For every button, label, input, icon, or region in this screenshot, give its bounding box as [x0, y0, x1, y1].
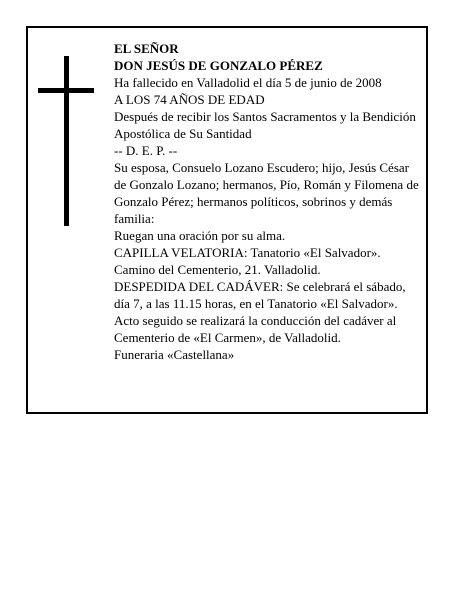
title-line-1: EL SEÑOR [114, 41, 179, 56]
age-line: A LOS 74 AÑOS DE EDAD [114, 92, 265, 107]
deceased-name: DON JESÚS DE GONZALO PÉREZ [114, 58, 323, 73]
obituary-text [114, 40, 420, 363]
funeral-home-line: Funeraria «Castellana» [114, 347, 235, 362]
dep-line: -- D. E. P. -- [114, 143, 178, 158]
cross-horizontal-bar [38, 88, 94, 93]
obituary-notice-frame [26, 26, 428, 414]
prayer-line: Ruegan una oración por su alma. [114, 228, 286, 243]
cross-icon [38, 56, 94, 226]
cross-vertical-bar [64, 56, 69, 226]
family-line: Su esposa, Consuelo Lozano Escudero; hijo, Jesús César de Gonzalo Lozano; hermanos, Pío, Román y Filomena de Gonzalo Pérez; hermanos políticos, sobrinos y demás familia: [114, 160, 419, 226]
farewell-line: DESPEDIDA DEL CADÁVER: Se celebrará el sábado, día 7, a las 11.15 horas, en el Tanatorio «El Salvador». Acto seguido se realizará la conducción del cadáver al Cementerio de «El Carmen», de Valladolid. [114, 279, 406, 345]
chapel-line: CAPILLA VELATORIA: Tanatorio «El Salvador». Camino del Cementerio, 21. Valladolid. [114, 245, 381, 277]
death-info: Ha fallecido en Valladolid el día 5 de junio de 2008 [114, 75, 382, 90]
sacraments-line: Después de recibir los Santos Sacramentos y la Bendición Apostólica de Su Santidad [114, 109, 416, 141]
